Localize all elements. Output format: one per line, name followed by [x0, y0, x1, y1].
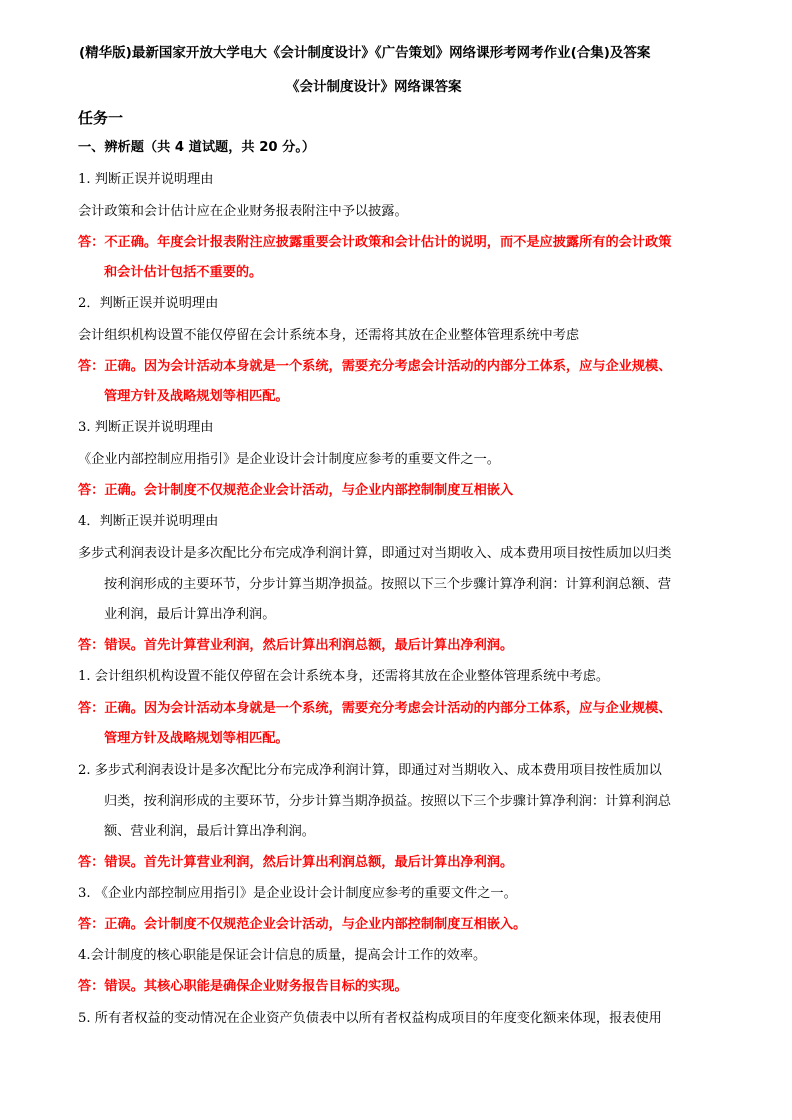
answer-1-line-2: 和会计估计包括不重要的。 — [104, 265, 263, 280]
item-b3-text: 3. 《企业内部控制应用指引》是企业设计会计制度应参考的重要文件之一。 — [78, 886, 517, 901]
answer-b3-line-1: 答：正确。会计制度不仅规范企业会计活动，与企业内部控制制度互相嵌入。 — [78, 917, 527, 932]
item-b4-text: 4.会计制度的核心职能是保证会计信息的质量，提高会计工作的效率。 — [78, 948, 487, 963]
question-3-text: 《企业内部控制应用指引》是企业设计会计制度应参考的重要文件之一。 — [78, 452, 500, 467]
question-4-text-3: 业利润，最后计算出净利润。 — [104, 607, 276, 622]
item-b2-text-3: 额、营业利润，最后计算出净利润。 — [104, 824, 315, 839]
answer-b1-line-1: 答：正确。因为会计活动本身就是一个系统，需要充分考虑会计活动的内部分工体系，应与企业规模、 — [78, 701, 672, 716]
answer-2-line-2: 管理方针及战略规划等相匹配。 — [104, 389, 289, 404]
answer-b2-line-1: 答：错误。首先计算营业利润，然后计算出利润总额，最后计算出净利润。 — [78, 855, 514, 870]
answer-b4-line-1: 答：错误。其核心职能是确保企业财务报告目标的实现。 — [78, 979, 408, 994]
question-1-text: 会计政策和会计估计应在企业财务报表附注中予以披露。 — [78, 204, 408, 219]
item-b1-text: 1. 会计组织机构设置不能仅停留在会计系统本身，还需将其放在企业整体管理系统中考虑。 — [78, 669, 610, 684]
item-b2-text-1: 2. 多步式利润表设计是多次配比分布完成净利润计算，即通过对当期收入、成本费用项目按性质加以 — [78, 763, 662, 778]
question-2-label: 2．判断正误并说明理由 — [78, 296, 219, 311]
document-subtitle: 《会计制度设计》网络课答案 — [286, 79, 462, 95]
answer-b1-line-2: 管理方针及战略规划等相匹配。 — [104, 731, 289, 746]
question-2-text: 会计组织机构设置不能仅停留在会计系统本身，还需将其放在企业整体管理系统中考虑 — [78, 328, 580, 343]
answer-2-line-1: 答：正确。因为会计活动本身就是一个系统，需要充分考虑会计活动的内部分工体系，应与企业规模、 — [78, 359, 672, 374]
document-title: (精华版)最新国家开放大学电大《会计制度设计》《广告策划》网络课形考网考作业(合集)及答案 — [79, 45, 651, 61]
question-3-label: 3. 判断正误并说明理由 — [78, 420, 214, 435]
item-b2-text-2: 归类，按利润形成的主要环节，分步计算当期净损益。按照以下三个步骤计算净利润：计算利润总 — [104, 794, 672, 809]
answer-3-line-1: 答：正确。会计制度不仅规范企业会计活动，与企业内部控制制度互相嵌入 — [78, 483, 514, 498]
answer-4-line-1: 答：错误。首先计算营业利润，然后计算出利润总额，最后计算出净利润。 — [78, 638, 514, 653]
question-4-label: 4．判断正误并说明理由 — [78, 514, 219, 529]
task-heading: 任务一 — [78, 109, 124, 127]
section-heading: 一、辨析题（共 4 道试题，共 20 分。） — [78, 140, 316, 155]
item-b5-text: 5. 所有者权益的变动情况在企业资产负债表中以所有者权益构成项目的年度变化额来体现，报表使用 — [78, 1011, 662, 1026]
question-1-label: 1. 判断正误并说明理由 — [78, 172, 214, 187]
question-4-text-2: 按利润形成的主要环节，分步计算当期净损益。按照以下三个步骤计算净利润：计算利润总额、营 — [104, 577, 672, 592]
question-4-text-1: 多步式利润表设计是多次配比分布完成净利润计算，即通过对当期收入、成本费用项目按性质加以归类 — [78, 546, 672, 561]
answer-1-line-1: 答：不正确。年度会计报表附注应披露重要会计政策和会计估计的说明，而不是应披露所有的会计政策 — [78, 235, 672, 250]
